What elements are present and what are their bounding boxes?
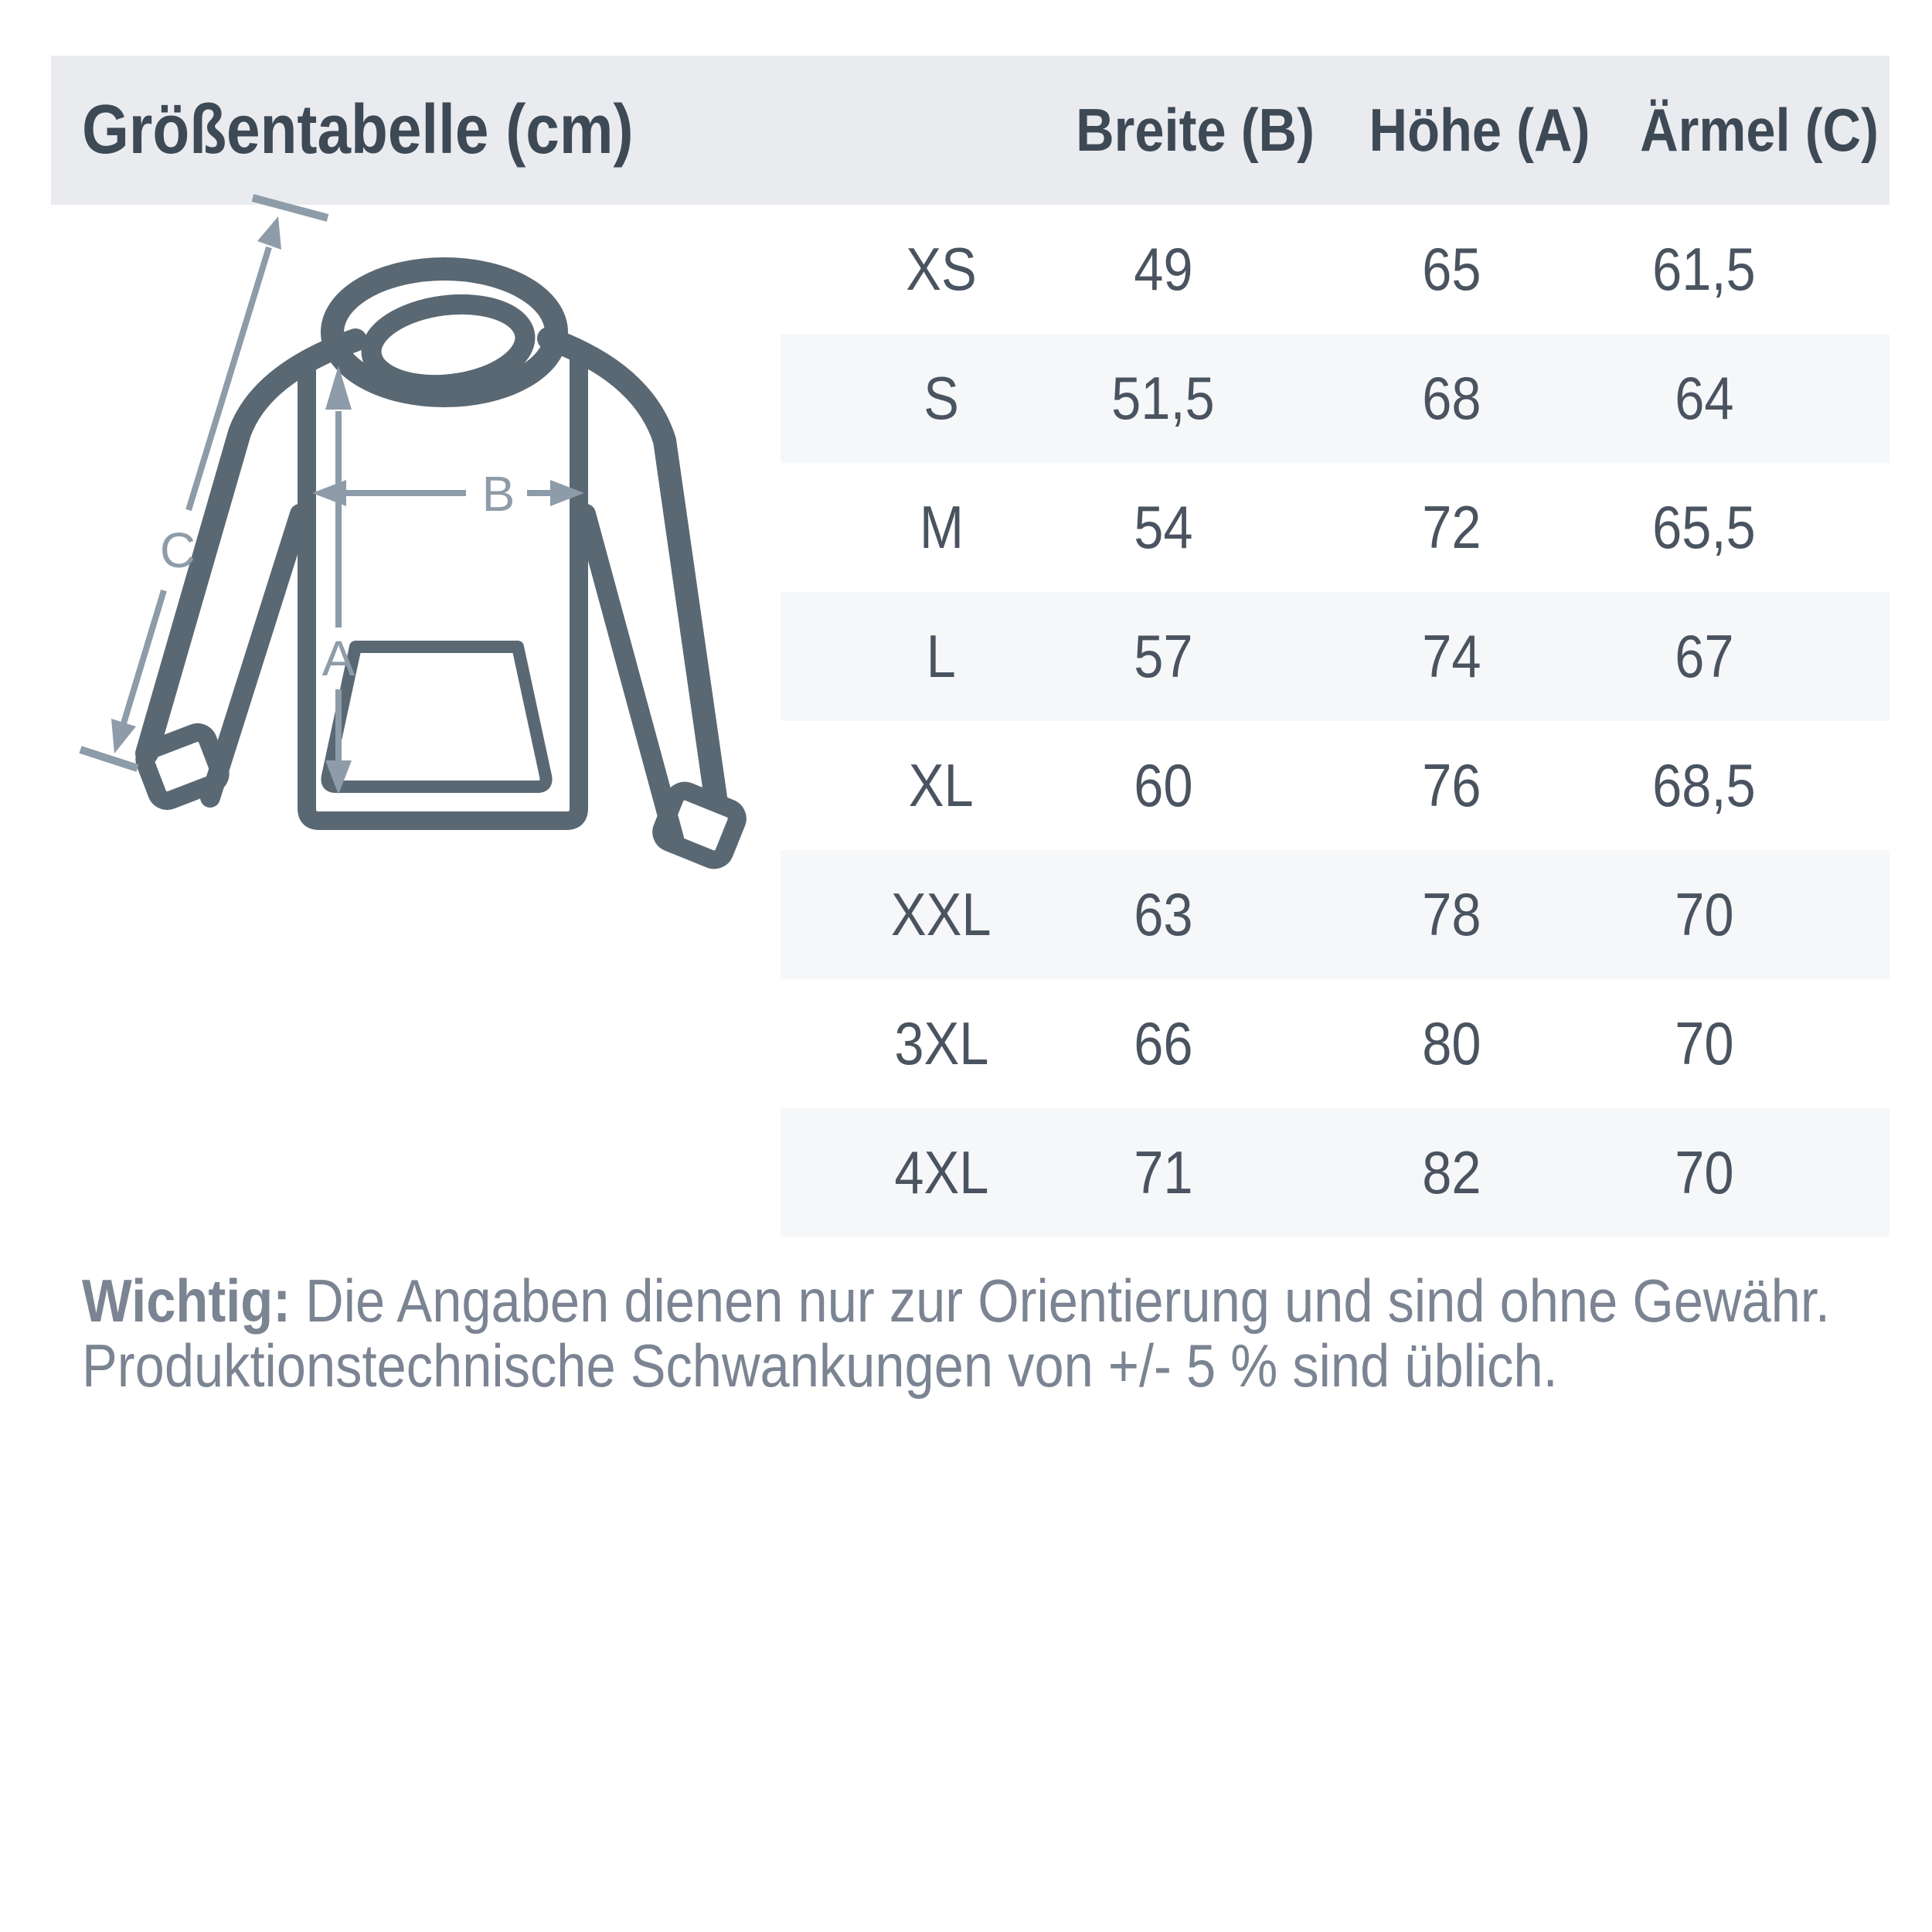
aermel-cell: 65,5 [1652, 493, 1756, 561]
size-cell: 3XL [893, 1009, 989, 1077]
hoehe-cell: 74 [1421, 622, 1481, 690]
aermel-cell: 70 [1674, 880, 1734, 948]
size-cell: L [926, 622, 957, 690]
aermel-cell: 64 [1674, 364, 1734, 432]
page-title: Größentabelle (cm) [82, 91, 634, 168]
breite-cell: 49 [1133, 235, 1193, 303]
table-row [0, 592, 1932, 721]
breite-cell: 71 [1133, 1138, 1193, 1206]
size-cell: XS [906, 235, 977, 303]
label-c: C [159, 522, 196, 578]
size-cell: 4XL [893, 1138, 989, 1206]
disclaimer-line1 [82, 1268, 1906, 1333]
breite-cell: 60 [1133, 751, 1193, 819]
breite-cell: 51,5 [1111, 364, 1215, 432]
breite-cell: 63 [1133, 880, 1193, 948]
aermel-cell: 61,5 [1652, 235, 1756, 303]
table-row [0, 850, 1932, 979]
hoehe-cell: 80 [1421, 1009, 1481, 1077]
label-b: B [481, 466, 515, 522]
table-row [0, 979, 1932, 1108]
aermel-cell: 70 [1674, 1009, 1734, 1077]
table-row [0, 205, 1932, 334]
hoehe-cell: 78 [1421, 880, 1481, 948]
size-cell: M [919, 493, 964, 561]
size-cell: S [923, 364, 959, 432]
breite-cell: 66 [1133, 1009, 1193, 1077]
column-header-breite: Breite (B) [1076, 96, 1315, 164]
hoehe-cell: 68 [1421, 364, 1481, 432]
aermel-cell: 68,5 [1652, 751, 1756, 819]
breite-cell: 57 [1133, 622, 1193, 690]
disclaimer-note [82, 1268, 1906, 1398]
disclaimer-line2: Produktionstechnische Schwankungen von +/- 5 % sind üblich. [82, 1332, 1558, 1400]
hoehe-cell: 72 [1421, 493, 1481, 561]
table-row [0, 463, 1932, 592]
column-header-aermel: Ärmel (C) [1640, 96, 1879, 164]
aermel-cell: 70 [1674, 1138, 1734, 1206]
size-cell: XXL [891, 880, 992, 948]
table-row [0, 721, 1932, 850]
hoehe-cell: 82 [1421, 1138, 1481, 1206]
disclaimer-important-label: Wichtig: [82, 1267, 291, 1335]
hoehe-cell: 76 [1421, 751, 1481, 819]
table-row [0, 1108, 1932, 1237]
header-bar [51, 56, 1889, 205]
hoehe-cell: 65 [1421, 235, 1481, 303]
disclaimer-line1-text: Die Angaben dienen nur zur Orientierung und sind ohne Gewähr. [291, 1267, 1830, 1335]
table-row [0, 334, 1932, 463]
aermel-cell: 67 [1674, 622, 1734, 690]
column-header-hoehe: Höhe (A) [1369, 96, 1590, 164]
label-a: A [321, 631, 355, 686]
size-cell: XL [909, 751, 974, 819]
breite-cell: 54 [1133, 493, 1193, 561]
